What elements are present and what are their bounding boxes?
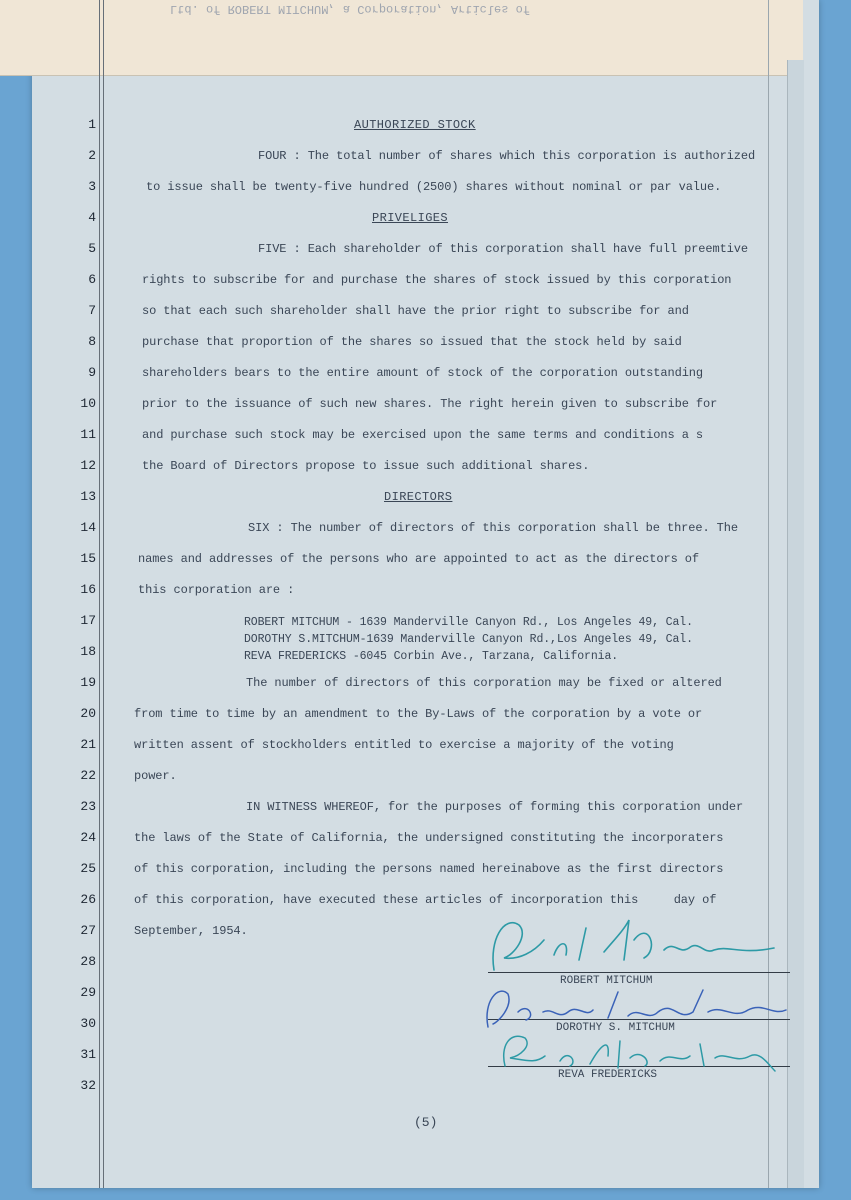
signature-reva-fredericks: [490, 1026, 780, 1076]
text-line: names and addresses of the persons who are appointed to act as the directors of: [138, 552, 699, 566]
top-paper-strip: [0, 0, 803, 76]
line-number: 8: [88, 334, 96, 349]
line-number: 22: [80, 768, 96, 783]
line-number: 1: [88, 117, 96, 132]
line-number: 24: [80, 830, 96, 845]
line-number: 11: [80, 427, 96, 442]
text-line: shareholders bears to the entire amount of stock of the corporation outstanding: [142, 366, 703, 380]
line-number: 32: [80, 1078, 96, 1093]
page-number: (5): [414, 1115, 438, 1130]
line-number: 26: [80, 892, 96, 907]
text-line: so that each such shareholder shall have the prior right to subscribe for and: [142, 304, 689, 318]
text-line: this corporation are :: [138, 583, 295, 597]
text-line: the laws of the State of California, the undersigned constituting the incorporaters: [134, 831, 724, 845]
text-line: power.: [134, 769, 177, 783]
text-line: FIVE : Each shareholder of this corporation shall have full preemtive: [258, 242, 748, 256]
text-line: to issue shall be twenty-five hundred (2500) shares without nominal or par value.: [146, 180, 722, 194]
line-number: 7: [88, 303, 96, 318]
line-number: 27: [80, 923, 96, 938]
line-number: 12: [80, 458, 96, 473]
heading-priveliges: PRIVELIGES: [372, 211, 449, 225]
text-line: SIX : The number of directors of this corporation shall be three. The: [248, 521, 738, 535]
left-margin-rule: [99, 0, 100, 1188]
line-number: 31: [80, 1047, 96, 1062]
line-number: 5: [88, 241, 96, 256]
signatory-name: DOROTHY S. MITCHUM: [556, 1022, 675, 1034]
text-line: The number of directors of this corporation may be fixed or altered: [246, 676, 722, 690]
line-number: 4: [88, 210, 96, 225]
line-number: 2: [88, 148, 96, 163]
signatory-name: REVA FREDERICKS: [558, 1069, 658, 1081]
text-line: FOUR : The total number of shares which this corporation is authorized: [258, 149, 756, 163]
text-line: IN WITNESS WHEREOF, for the purposes of forming this corporation under: [246, 800, 744, 814]
left-margin-rule-inner: [103, 0, 104, 1188]
text-line: rights to subscribe for and purchase the shares of stock issued by this corporation: [142, 273, 732, 287]
line-number: 9: [88, 365, 96, 380]
signatory-name: ROBERT MITCHUM: [560, 975, 653, 987]
director-address: DOROTHY S.MITCHUM-1639 Manderville Canyon Rd.,Los Angeles 49, Cal.: [244, 633, 693, 646]
line-number: 17: [80, 613, 96, 628]
line-number: 6: [88, 272, 96, 287]
line-number: 19: [80, 675, 96, 690]
signature-robert-mitchum: [474, 910, 784, 980]
line-number: 18: [80, 644, 96, 659]
heading-directors: DIRECTORS: [384, 490, 453, 504]
line-number: 16: [80, 582, 96, 597]
text-line: and purchase such stock may be exercised upon the same terms and conditions a s: [142, 428, 703, 442]
director-address: ROBERT MITCHUM - 1639 Manderville Canyon Rd., Los Angeles 49, Cal.: [244, 616, 693, 629]
line-number: 30: [80, 1016, 96, 1031]
text-line: from time to time by an amendment to the By-Laws of the corporation by a vote or: [134, 707, 703, 721]
text-line: the Board of Directors propose to issue such additional shares.: [142, 459, 590, 473]
line-number: 28: [80, 954, 96, 969]
text-line: of this corporation, have executed these articles of incorporation this day of: [134, 893, 717, 907]
text-line: of this corporation, including the persons named hereinabove as the first directors: [134, 862, 724, 876]
line-number: 29: [80, 985, 96, 1000]
text-line: purchase that proportion of the shares so issued that the stock held by said: [142, 335, 682, 349]
bleed-through-text: Ltd. of ROBERT MITCHUM, a Corporation, Articles of: [170, 2, 531, 16]
text-line: written assent of stockholders entitled to exercise a majority of the voting: [134, 738, 674, 752]
line-number: 15: [80, 551, 96, 566]
line-number: 14: [80, 520, 96, 535]
line-number: 20: [80, 706, 96, 721]
director-address: REVA FREDERICKS -6045 Corbin Ave., Tarzana, California.: [244, 650, 619, 663]
line-number: 13: [80, 489, 96, 504]
signature-dorothy-mitchum: [478, 982, 788, 1032]
text-line: prior to the issuance of such new shares. The right herein given to subscribe for: [142, 397, 718, 411]
line-number: 10: [80, 396, 96, 411]
line-number: 3: [88, 179, 96, 194]
text-line: September, 1954.: [134, 924, 248, 938]
line-number: 25: [80, 861, 96, 876]
line-number: 23: [80, 799, 96, 814]
line-number: 21: [80, 737, 96, 752]
heading-authorized-stock: AUTHORIZED STOCK: [354, 118, 476, 132]
